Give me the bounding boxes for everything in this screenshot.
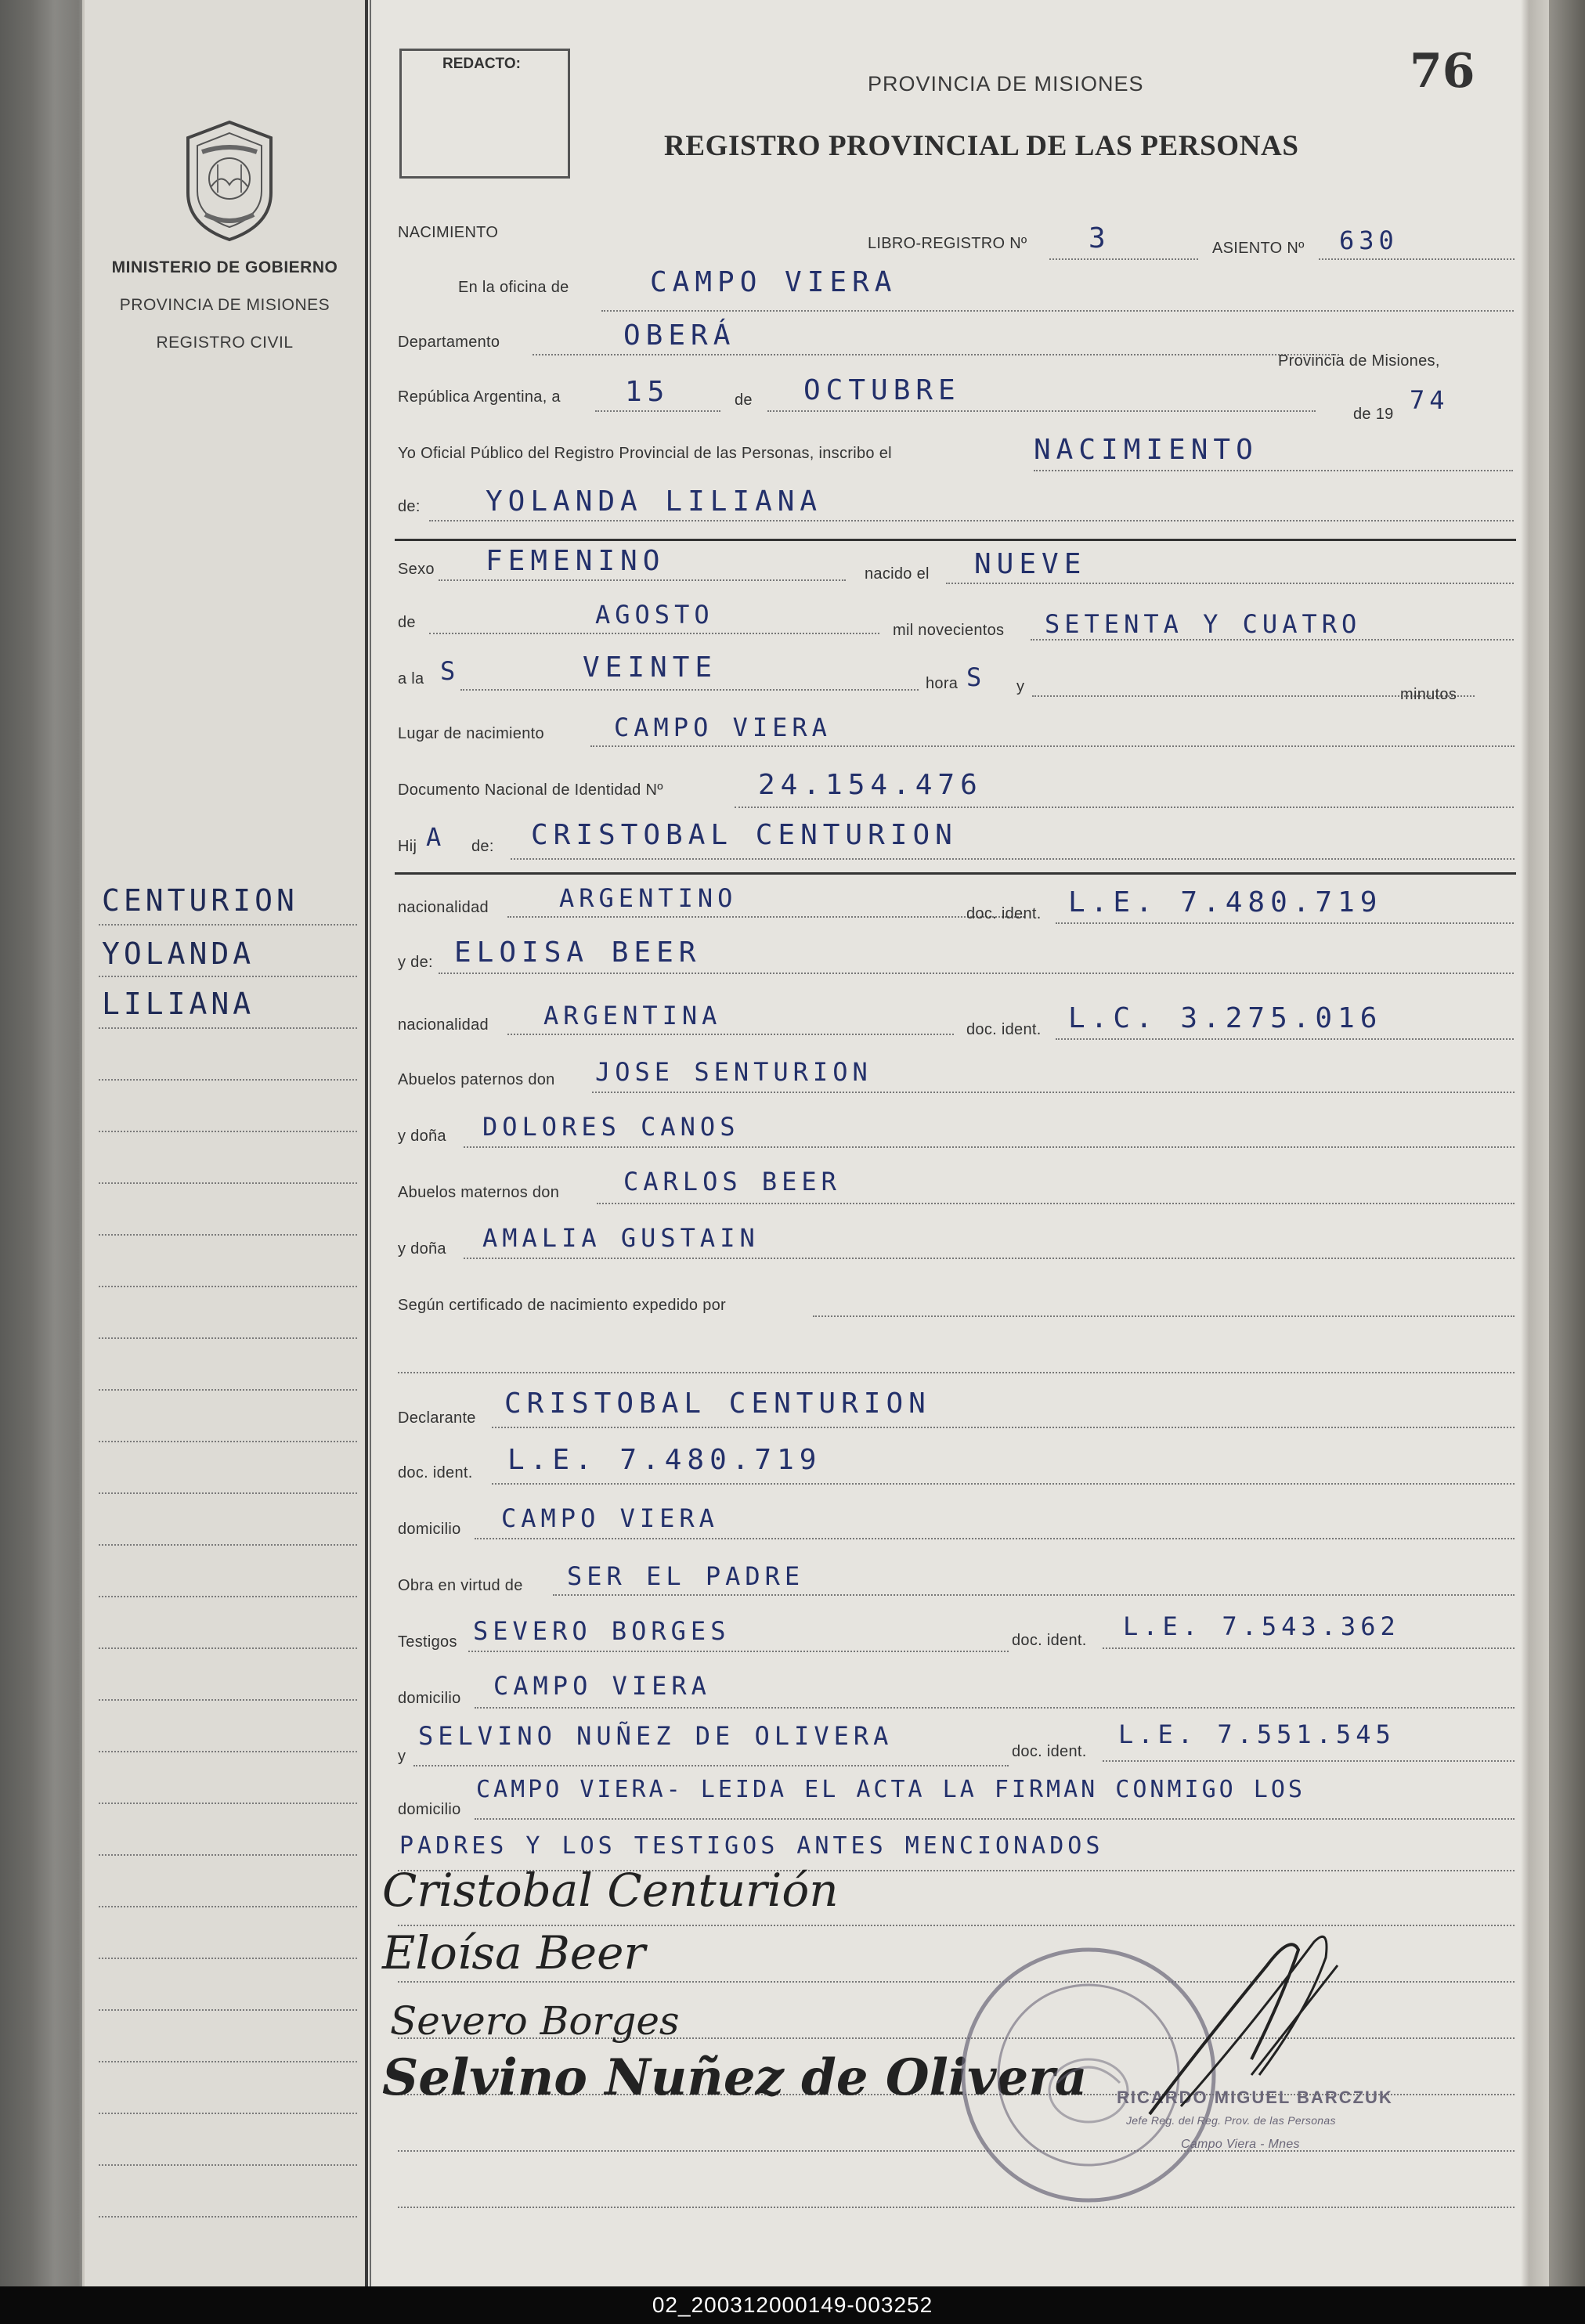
signature-padre: Cristobal Centurión <box>382 1864 839 1917</box>
padre-value: CRISTOBAL CENTURION <box>531 819 958 851</box>
testigo1-value: SEVERO BORGES <box>473 1616 731 1646</box>
testigos-label: Testigos <box>398 1633 457 1651</box>
ala-suffix: S <box>440 656 460 686</box>
ab-mat-label: Abuelos maternos don <box>398 1184 560 1201</box>
left-ruled-line <box>99 1182 357 1184</box>
cont-value: PADRES Y LOS TESTIGOS ANTES MENCIONADOS <box>399 1832 1104 1860</box>
asiento-label: ASIENTO Nº <box>1212 240 1305 257</box>
left-ruled-line <box>99 2009 357 2011</box>
left-ruled-line <box>99 1079 357 1081</box>
doc4-label: doc. ident. <box>1012 1743 1087 1760</box>
dni-label: Documento Nacional de Identidad Nº <box>398 781 663 799</box>
lugar-line <box>590 745 1515 747</box>
hora-line <box>460 689 919 691</box>
libro-value: 3 <box>1089 222 1111 254</box>
nacido-value: NUEVE <box>974 548 1087 580</box>
anio-value: 74 <box>1410 385 1450 415</box>
y-label: y <box>1016 678 1025 695</box>
mes-value: OCTUBRE <box>803 374 961 406</box>
ab-pat-line <box>592 1092 1515 1093</box>
asiento-value: 630 <box>1339 226 1399 255</box>
declarante-value: CRISTOBAL CENTURION <box>504 1388 931 1420</box>
docid-value: L.E. 7.480.719 <box>507 1444 822 1476</box>
left-ruled-line <box>99 1286 357 1287</box>
nac1-value: ARGENTINO <box>559 883 738 913</box>
sexo-label: Sexo <box>398 561 435 578</box>
lugar-value: CAMPO VIERA <box>614 713 832 742</box>
margin-name-line2: YOLANDA <box>102 936 255 971</box>
segun-label: Según certificado de nacimiento expedido por <box>398 1297 727 1314</box>
left-ruled-line <box>99 1751 357 1752</box>
left-ruled-line <box>99 2113 357 2114</box>
redacto-label: REDACTO: <box>442 56 521 72</box>
nac1-line <box>507 916 1024 918</box>
stamp-officer-name: RICARDO MIGUEL BARCZUK <box>1117 2088 1393 2107</box>
segun-line-2 <box>398 1372 1515 1373</box>
doc4-line <box>1103 1760 1515 1762</box>
doc4-value: L.E. 7.551.545 <box>1118 1720 1395 1749</box>
register-page <box>82 0 1549 2286</box>
libro-line <box>1049 258 1198 260</box>
hij-de-label: de: <box>471 838 494 855</box>
mes-nac-line <box>429 633 879 634</box>
hij-suffix: A <box>426 822 446 852</box>
segun-line <box>813 1315 1515 1317</box>
ministerio-heading: MINISTERIO DE GOBIERNO <box>111 258 338 276</box>
ab-pat2-line <box>464 1146 1515 1148</box>
stamp-officer-place: Campo Viera - Mnes <box>1181 2138 1300 2151</box>
docid-label: doc. ident. <box>398 1464 473 1481</box>
left-ruled-line <box>99 924 357 926</box>
left-ruled-line <box>99 1596 357 1597</box>
ab-mat2-line <box>464 1258 1515 1259</box>
left-ruled-line <box>99 1389 357 1391</box>
nac2-label: nacionalidad <box>398 1016 489 1034</box>
doc1-line <box>1056 922 1514 924</box>
ab-mat-line <box>597 1203 1515 1204</box>
page-edge-shadow <box>1521 0 1549 2286</box>
mil-value: SETENTA Y CUATRO <box>1045 609 1362 639</box>
republica-label: República Argentina, a <box>398 388 561 406</box>
column-divider <box>365 0 368 2286</box>
folio-number: 76 <box>1410 44 1475 99</box>
domicilio2-label: domicilio <box>398 1690 461 1707</box>
dni-value: 24.154.476 <box>758 769 983 801</box>
left-ruled-line <box>99 1854 357 1856</box>
oficina-value: CAMPO VIERA <box>650 266 897 298</box>
obra-label: Obra en virtud de <box>398 1577 523 1594</box>
ab-pat-value: JOSE SENTURION <box>595 1057 872 1087</box>
declarante-label: Declarante <box>398 1409 476 1427</box>
horas-label: hora <box>926 675 959 692</box>
padre-line <box>511 858 1515 860</box>
left-ruled-line <box>99 1337 357 1339</box>
obra-value: SER EL PADRE <box>567 1561 805 1591</box>
domicilio1-value: CAMPO VIERA <box>501 1503 719 1533</box>
inscribo-line <box>1034 470 1513 471</box>
ab-pat2-value: DOLORES CANOS <box>482 1112 740 1142</box>
testigo2-value: SELVINO NUÑEZ DE OLIVERA <box>418 1721 894 1751</box>
departamento-line <box>533 354 1339 355</box>
left-ruled-line <box>99 1544 357 1546</box>
ydona2-label: y doña <box>398 1240 446 1258</box>
hij-label: Hij <box>398 838 417 855</box>
ab-pat-label: Abuelos paternos don <box>398 1071 555 1088</box>
doc1-label: doc. ident. <box>966 905 1042 922</box>
left-ruled-line <box>99 1647 357 1649</box>
doc2-value: L.C. 3.275.016 <box>1068 1002 1383 1034</box>
section-rule-1 <box>395 539 1516 541</box>
ala-label: a la <box>398 670 424 687</box>
registry-title: REGISTRO PROVINCIAL DE LAS PERSONAS <box>664 130 1299 162</box>
left-ruled-line <box>99 1958 357 1959</box>
domicilio3-label: domicilio <box>398 1801 461 1818</box>
de-mes-label: de <box>398 614 416 631</box>
declarante-line <box>492 1427 1515 1428</box>
nacimiento-label: NACIMIENTO <box>398 224 499 241</box>
nacido-line <box>946 583 1514 584</box>
y2-label: y <box>398 1748 406 1765</box>
lugar-label: Lugar de nacimiento <box>398 725 544 742</box>
left-ruled-line <box>99 1131 357 1132</box>
left-ruled-line <box>99 1699 357 1701</box>
dia-line <box>595 410 720 412</box>
oficina-line <box>601 310 1514 312</box>
signature-testigo1: Severo Borges <box>390 1998 680 2044</box>
left-ruled-line <box>99 2061 357 2062</box>
doc2-line <box>1056 1038 1514 1040</box>
ab-mat-value: CARLOS BEER <box>623 1167 841 1196</box>
nombre-line <box>429 520 1514 521</box>
de-nombre-label: de: <box>398 498 421 515</box>
signature-testigo2: Selvino Nuñez de Olivera <box>382 2048 1088 2107</box>
redacto-box <box>399 49 570 179</box>
ab-mat2-value: AMALIA GUSTAIN <box>482 1223 760 1253</box>
yo-oficial-label: Yo Oficial Público del Registro Provincial de las Personas, inscribo el <box>398 445 892 462</box>
margin-name-line1: CENTURION <box>102 883 298 918</box>
mes-nac-value: AGOSTO <box>595 600 714 630</box>
left-ruled-line <box>99 1492 357 1494</box>
nombre-value: YOLANDA LILIANA <box>486 485 823 518</box>
left-ruled-line <box>99 2164 357 2166</box>
section-rule-2 <box>395 872 1516 875</box>
provincial-seal-icon <box>179 117 280 243</box>
doc3-label: doc. ident. <box>1012 1632 1087 1649</box>
domicilio2-line <box>475 1707 1515 1709</box>
left-ruled-line <box>99 1441 357 1442</box>
sexo-value: FEMENINO <box>486 545 666 577</box>
domicilio2-value: CAMPO VIERA <box>493 1671 711 1701</box>
minutos-label: minutos <box>1400 686 1457 703</box>
official-signature-stroke <box>1134 1918 1369 2122</box>
signature-madre: Eloísa Beer <box>382 1926 646 1979</box>
departamento-label: Departamento <box>398 334 500 351</box>
provincia-misiones-label: Provincia de Misiones, <box>1278 352 1440 370</box>
left-ruled-line <box>99 1906 357 1907</box>
column-divider-secondary <box>370 0 371 2286</box>
departamento-value: OBERÁ <box>623 319 736 352</box>
libro-label: LIBRO-REGISTRO Nº <box>868 235 1027 252</box>
inscribo-value: NACIMIENTO <box>1034 434 1258 466</box>
obra-line <box>553 1594 1515 1596</box>
dni-line <box>735 807 1514 808</box>
doc3-line <box>1103 1647 1515 1649</box>
left-ruled-line <box>99 1234 357 1236</box>
hora-value: VEINTE <box>583 651 718 684</box>
doc2-label: doc. ident. <box>966 1021 1042 1038</box>
anio-label: de 19 <box>1353 406 1394 423</box>
left-provincia-label: PROVINCIA DE MISIONES <box>119 296 330 314</box>
image-id-footer: 02_200312000149-003252 <box>0 2286 1585 2324</box>
mes-line <box>767 410 1316 412</box>
dia-value: 15 <box>625 376 670 408</box>
left-ruled-line <box>99 2216 357 2218</box>
left-ruled-line <box>99 1027 357 1029</box>
stamp-officer-title: Jefe Reg. del Reg. Prov. de las Personas <box>1126 2114 1336 2127</box>
madre-value: ELOISA BEER <box>454 936 702 969</box>
de-label: de <box>735 392 753 409</box>
yde-label: y de: <box>398 954 433 971</box>
doc3-value: L.E. 7.543.362 <box>1123 1611 1400 1641</box>
asiento-line <box>1319 258 1515 260</box>
domicilio3-line <box>475 1818 1515 1820</box>
domicilio1-label: domicilio <box>398 1521 461 1538</box>
mil-label: mil novecientos <box>893 622 1005 639</box>
docid-line <box>492 1483 1515 1485</box>
mil-line <box>1031 639 1514 641</box>
oficina-label: En la oficina de <box>458 279 569 296</box>
sexo-line <box>439 579 846 581</box>
left-registro-label: REGISTRO CIVIL <box>156 334 294 352</box>
doc1-value: L.E. 7.480.719 <box>1068 886 1383 918</box>
nacido-label: nacido el <box>865 565 930 583</box>
horas-suffix: S <box>966 662 987 692</box>
domicilio1-line <box>475 1538 1515 1539</box>
ydona1-label: y doña <box>398 1128 446 1145</box>
nac2-line <box>507 1034 954 1035</box>
provincia-heading: PROVINCIA DE MISIONES <box>868 72 1144 96</box>
left-ruled-line <box>99 1803 357 1804</box>
nac1-label: nacionalidad <box>398 899 489 916</box>
nac2-value: ARGENTINA <box>543 1001 722 1030</box>
domicilio3-value: CAMPO VIERA- LEIDA EL ACTA LA FIRMAN CONMIGO LOS <box>476 1776 1305 1803</box>
left-ruled-line <box>99 976 357 977</box>
margin-name-line3: LILIANA <box>102 987 255 1021</box>
testigo2-line <box>413 1765 1009 1766</box>
testigo1-line <box>468 1651 1009 1652</box>
madre-line <box>439 973 1514 974</box>
